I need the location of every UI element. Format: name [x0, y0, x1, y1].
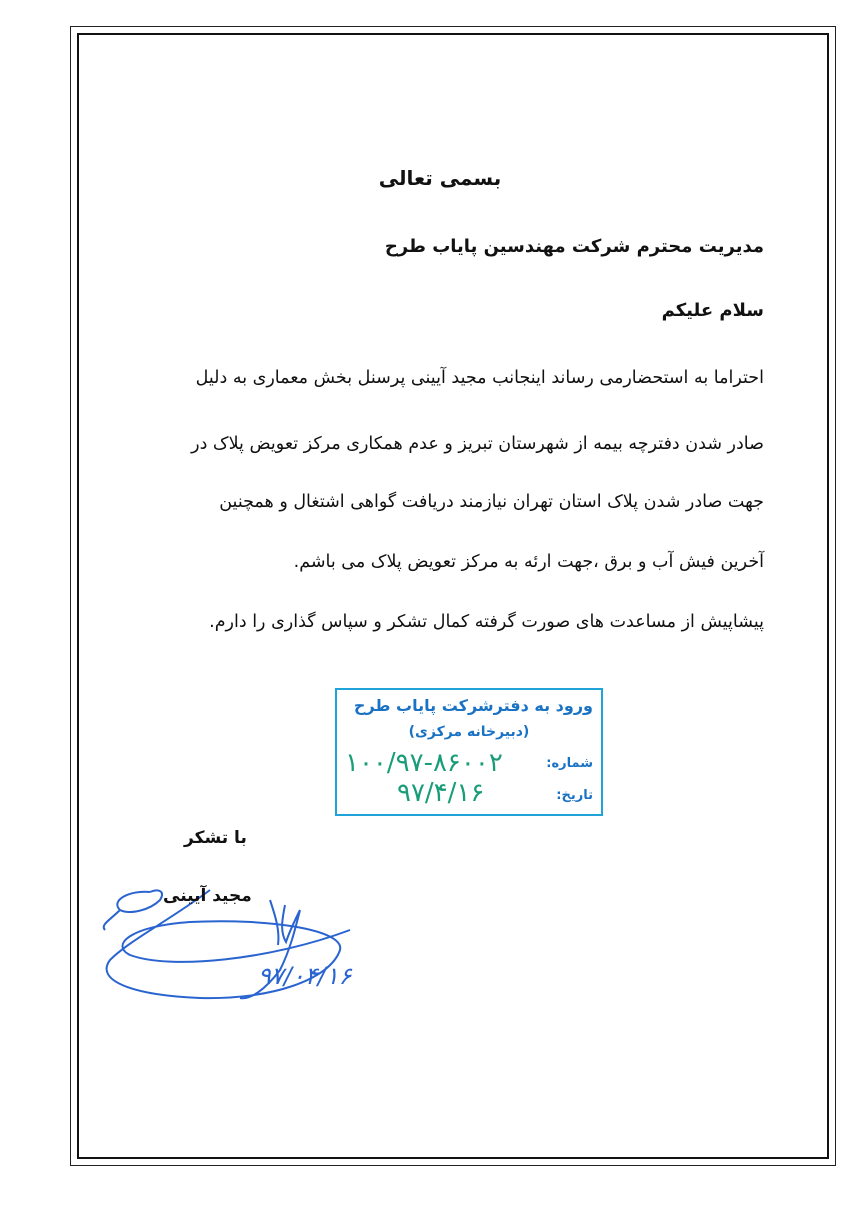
body-line: جهت صادر شدن پلاک استان تهران نیازمند دریافت گواهی اشتغال و همچنین — [219, 492, 764, 512]
letter-heading: بسمی تعالی — [378, 166, 502, 190]
letter-greeting: سلام علیکم — [661, 300, 764, 321]
signature-date: ۹۷/۰۴/۱۶ — [258, 962, 352, 990]
body-line: صادر شدن دفترچه بیمه از شهرستان تبریز و عدم همکاری مرکز تعویض پلاک در — [191, 434, 764, 454]
letter-addressee: مدیریت محترم شرکت مهندسین پایاب طرح — [384, 236, 764, 257]
signer-name: مجید آیینی — [163, 886, 252, 906]
receipt-stamp — [335, 688, 603, 816]
body-line: پیشاپیش از مساعدت های صورت گرفته کمال تشکر و سپاس گذاری را دارم. — [209, 612, 764, 632]
stamp-date-value: ۹۷/۴/۱۶ — [397, 778, 485, 808]
body-line: احتراما به استحضارمی رساند اینجانب مجید آیینی پرسنل بخش معماری به دلیل — [195, 368, 764, 388]
stamp-number-label: شماره: — [546, 756, 593, 771]
stamp-date-label: تاریخ: — [556, 788, 593, 803]
stamp-number-value: ۱۰۰/۹۷-۸۶۰۰۲ — [345, 748, 503, 778]
body-line: آخرین فیش آب و برق ،جهت ارئه به مرکز تعویض پلاک می باشم. — [293, 552, 764, 572]
letter-closing: با تشکر — [184, 828, 247, 848]
stamp-title: ورود به دفترشرکت پایاب طرح — [353, 696, 593, 715]
stamp-subtitle: (دبیرخانه مرکزی) — [408, 724, 530, 740]
